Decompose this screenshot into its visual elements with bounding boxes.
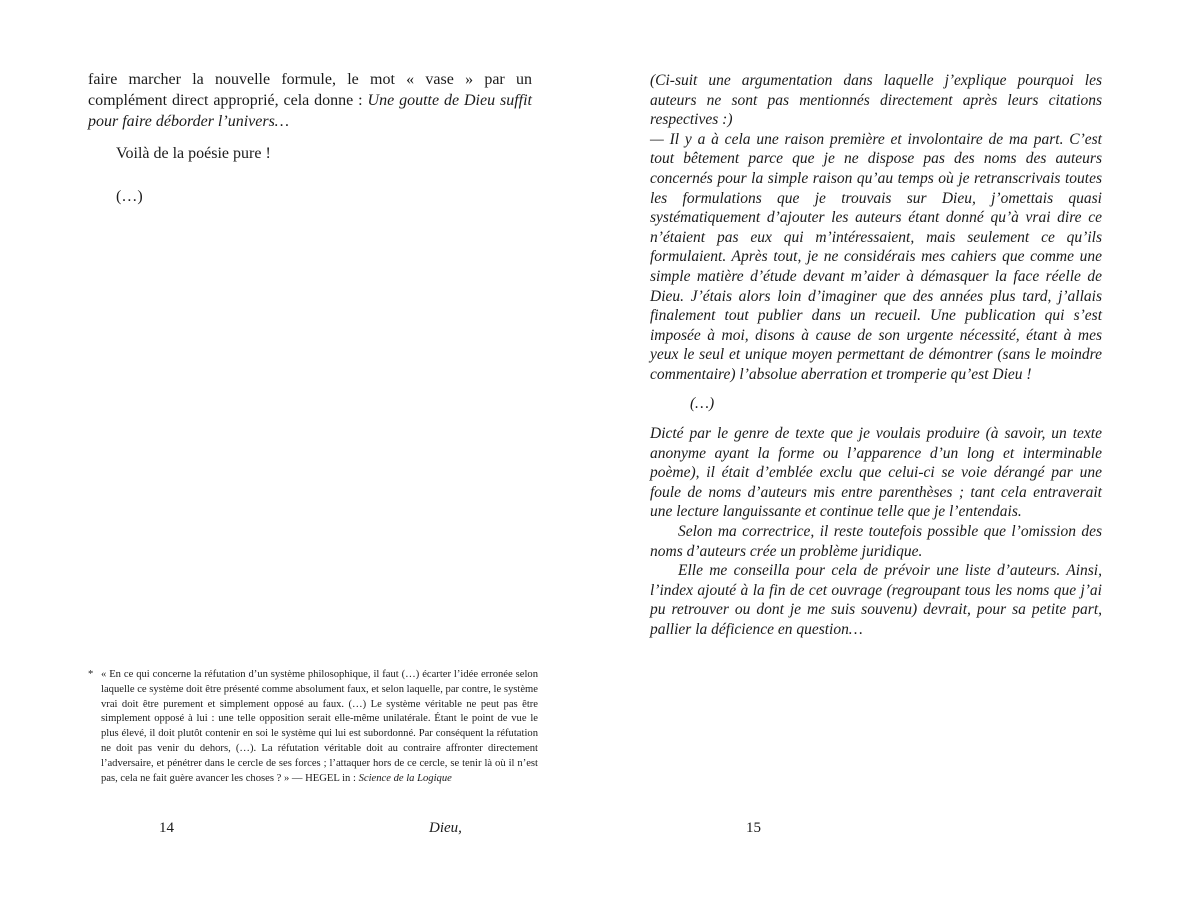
- left-line-poesie: Voilà de la poésie pure !: [116, 145, 271, 162]
- right-paragraph-1: [650, 71, 1102, 385]
- right-paragraph-1-body: — Il y a à cela une raison première et involontaire de ma part. C’est tout bêtement parce que je ne dispose pas des noms des auteurs concernés pour la simple raison qu’au temps où je retranscrivais toutes les formulations que je trouvais sur Dieu, j’omettais quasi systématiquement d’ajouter les auteurs étant donné qu’à vrai dire ce n’étaient pas eux qui m’intéressaient, mais seulement ce qu’ils formulaient. Après tout, je ne considérais mes cahiers que comme une simple matière d’étude devant m’aider à démasquer la face réelle de Dieu. J’étais alors loin d’imaginer que des années plus tard, j’allais finalement tout publier dans un recueil. Une publication qui s’est imposée à moi, disons à cause de son urgente nécessité, étant à mes yeux le seul et unique moyen permettant de démontrer (sans le moindre commentaire) l’absolue aberration et tromperie qu’est Dieu !: [650, 130, 1102, 383]
- footnote-source-title: Science de la Logique: [358, 772, 452, 784]
- right-ellipsis: (…): [690, 394, 715, 412]
- left-ellipsis: (…): [116, 188, 143, 205]
- left-paragraph-1-italic-quote: Une goutte de Dieu suffit pour faire déborder l’univers…: [88, 92, 533, 130]
- right-paragraph-3: Selon ma correctrice, il reste toutefois possible que l’omission des noms d’auteurs crée un problème juridique.: [650, 523, 1102, 560]
- page-left-body: [88, 69, 532, 207]
- left-paragraph-1: [88, 69, 532, 132]
- page-right-body: [650, 71, 1102, 640]
- right-paragraph-2: Dicté par le genre de texte que je voulais produire (à savoir, un texte anonyme ayant la forme ou l’apparence d’un long et interminable poème), il était d’emblée exclu que celui-ci se voie dérangé par une foule de noms d’auteurs mis entre parenthèses ; tant cela entraverait une lecture languissante et continue telle que je l’entendais.: [650, 425, 1102, 521]
- right-paragraph-1-intro: (Ci-suit une argumentation dans laquelle j’explique pourquoi les auteurs ne sont pas mentionnés directement après leurs citations respectives :): [650, 72, 1102, 129]
- left-paragraph-1-roman: faire marcher la nouvelle formule, le mot « vase » par un complément direct approprié, cela donne :: [88, 71, 532, 109]
- page-number-right: 15: [746, 820, 761, 836]
- footnote-marker: *: [88, 669, 94, 680]
- page-number-left: 14: [159, 820, 174, 836]
- footnote-text: « En ce qui concerne la réfutation d’un système philosophique, il faut (…) écarter l’idée erronée selon laquelle ce système doit être présenté comme absolument faux, et selon laquelle, par contre, le système vrai doit être purement et simplement opposé au faux. (…) Le système véritable ne peut pas être simplement opposé à lui : une telle opposition serait elle-même unilatérale. Étant le point de vue le plus élevé, il doit plutôt contenir en soi le système qui lui est subordonné. Par conséquent la réfutation ne doit pas venir du dehors, (…). La réfutation véritable doit au contraire affronter directement l’adversaire, et pénétrer dans le cercle de ses forces ; l’attaquer hors de ce cercle, se tenir là où il n’est pas, cela ne fait guère avancer les choses ? » — HEGEL in :: [101, 669, 538, 784]
- footnote: [88, 668, 538, 786]
- right-paragraph-4: Elle me conseilla pour cela de prévoir une liste d’auteurs. Ainsi, l’index ajouté à la fin de cet ouvrage (regroupant tous les noms que j’ai pu retrouver ou dont je me suis souvenu) devrait, pour sa petite part, pallier la déficience en question…: [650, 562, 1102, 639]
- running-title: Dieu,: [429, 820, 462, 836]
